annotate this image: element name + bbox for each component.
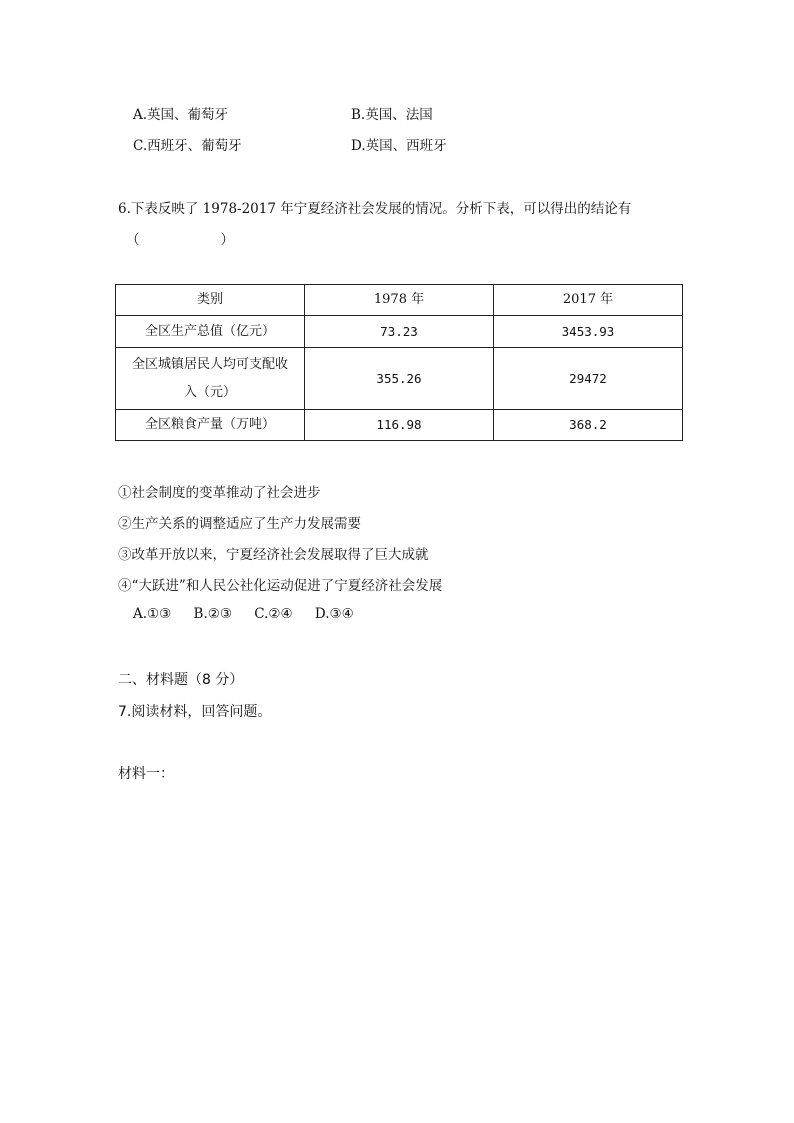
option-a: A.英国、葡萄牙 <box>133 107 229 123</box>
header-1978: 1978 年 <box>305 285 494 316</box>
material-1-label: 材料一： <box>118 766 174 782</box>
option-b: B.英国、法国 <box>351 107 433 123</box>
header-2017: 2017 年 <box>494 285 683 316</box>
value-1978: 116.98 <box>305 410 494 441</box>
data-table <box>115 284 683 441</box>
table-row <box>116 410 683 441</box>
table-row <box>116 348 683 410</box>
answer-choices <box>133 606 372 622</box>
value-1978: 355.26 <box>305 348 494 410</box>
answer-b: B.②③ <box>193 606 232 622</box>
value-2017: 29472 <box>494 348 683 410</box>
row-label-line-1: 全区城镇居民人均可支配收 <box>131 356 288 372</box>
row-label <box>116 348 305 410</box>
question-6-stem: 6.下表反映了 1978-2017 年宁夏经济社会发展的情况。分析下表，可以得出的结论有 <box>118 201 632 217</box>
row-label-line-2: 入（元） <box>183 384 236 400</box>
answer-c: C.②④ <box>254 606 293 622</box>
statement-4: ④“大跃进”和人民公社化运动促进了宁夏经济社会发展 <box>118 578 443 594</box>
answer-d: D.③④ <box>314 606 354 622</box>
statement-1: ①社会制度的变革推动了社会进步 <box>118 485 321 501</box>
answer-blank: （ ） <box>126 232 234 248</box>
statement-3: ③改革开放以来，宁夏经济社会发展取得了巨大成就 <box>118 547 429 563</box>
statement-2: ②生产关系的调整适应了生产力发展需要 <box>118 516 361 532</box>
question-7-stem: 7.阅读材料，回答问题。 <box>118 704 272 720</box>
row-label: 全区生产总值（亿元） <box>116 316 305 348</box>
row-label: 全区粮食产量（万吨） <box>116 410 305 441</box>
answer-a: A.①③ <box>133 606 172 622</box>
option-d: D.英国、西班牙 <box>351 138 447 154</box>
value-1978: 73.23 <box>305 316 494 348</box>
table-row <box>116 316 683 348</box>
table-header-row <box>116 285 683 316</box>
value-2017: 3453.93 <box>494 316 683 348</box>
option-c: C.西班牙、葡萄牙 <box>133 138 242 154</box>
value-2017: 368.2 <box>494 410 683 441</box>
header-category: 类别 <box>116 285 305 316</box>
section-2-heading: 二、材料题（8 分） <box>118 672 244 688</box>
